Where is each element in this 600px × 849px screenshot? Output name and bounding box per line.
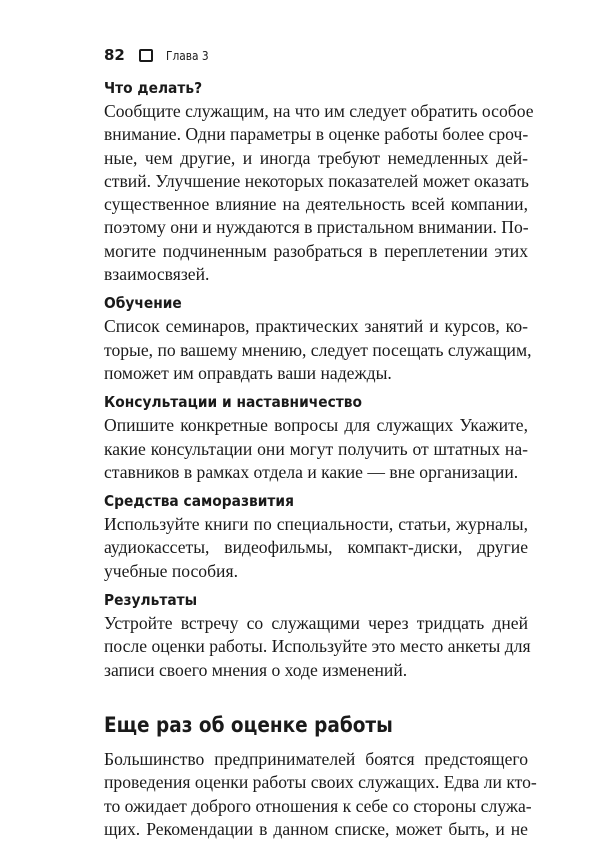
text-line: взаимосвязей. <box>104 264 210 285</box>
text-line: могите подчиненным разобраться в переплетении этих <box>104 240 528 261</box>
running-header <box>104 44 528 66</box>
text-line: Устройте встречу со служащими через тридцать дней <box>104 613 528 634</box>
subsection-heading: Что делать? <box>104 79 203 97</box>
text-line: Список семинаров, практических занятий и курсов, ко- <box>104 316 528 337</box>
paragraph <box>104 414 528 484</box>
text-line: ствий. Улучшение некоторых показателей может оказать <box>104 170 529 191</box>
text-line: Большинство предпринимателей боятся предстоящего <box>104 748 528 769</box>
page-number: 82 <box>104 46 125 64</box>
text-line: после оценки работы. Используйте это место анкеты для <box>104 636 531 657</box>
text-line: то ожидает доброго отношения к себе со стороны служа- <box>104 795 532 816</box>
chapter-label: Глава 3 <box>165 47 209 63</box>
book-page <box>104 44 537 841</box>
subsection-heading: Консультации и наставничество <box>104 393 362 412</box>
subsection-heading: Обучение <box>104 294 182 313</box>
text-line: поэтому они и нуждаются в пристальном внимании. По- <box>104 217 529 238</box>
text-line: проведения оценки работы своих служащих. Едва ли кто- <box>104 772 537 793</box>
text-line: ные, чем другие, и иногда требуют немедленных дей- <box>104 147 528 168</box>
paragraph <box>104 513 528 583</box>
text-line: какие консультации они могут получить от штатных на- <box>104 438 528 459</box>
text-line: записи своего мнения о ходе изменений. <box>104 659 408 680</box>
paragraph <box>104 748 537 841</box>
text-line: поможет им оправдать ваши надежды. <box>104 362 392 383</box>
text-line: Опишите конкретные вопросы для служащих Укажите, <box>104 415 528 436</box>
square-bullet-icon <box>139 49 153 62</box>
section-heading: Еще раз об оценке работы <box>104 712 393 737</box>
text-line: учебные пособия. <box>104 560 238 581</box>
text-line: внимание. Одни параметры в оценке работы более сроч- <box>104 124 529 145</box>
text-line: существенное влияние на деятельность всей компании, <box>104 194 528 215</box>
paragraph <box>104 315 532 385</box>
text-line: торые, по вашему мнению, следует посещать служащим, <box>104 339 532 360</box>
text-line: Используйте книги по специальности, статьи, журналы, <box>104 514 528 535</box>
subsection-heading: Средства саморазвития <box>104 492 294 511</box>
paragraph <box>104 100 534 286</box>
text-line: аудиокассеты, видеофильмы, компакт-диски, другие <box>104 537 528 558</box>
paragraph <box>104 612 531 682</box>
text-line: ставников в рамках отдела и какие — вне организации. <box>104 461 519 482</box>
text-line: щих. Рекомендации в данном списке, может быть, и не <box>104 818 528 839</box>
text-line: Сообщите служащим, на что им следует обратить особое <box>104 101 534 121</box>
subsection-heading: Результаты <box>104 591 198 610</box>
